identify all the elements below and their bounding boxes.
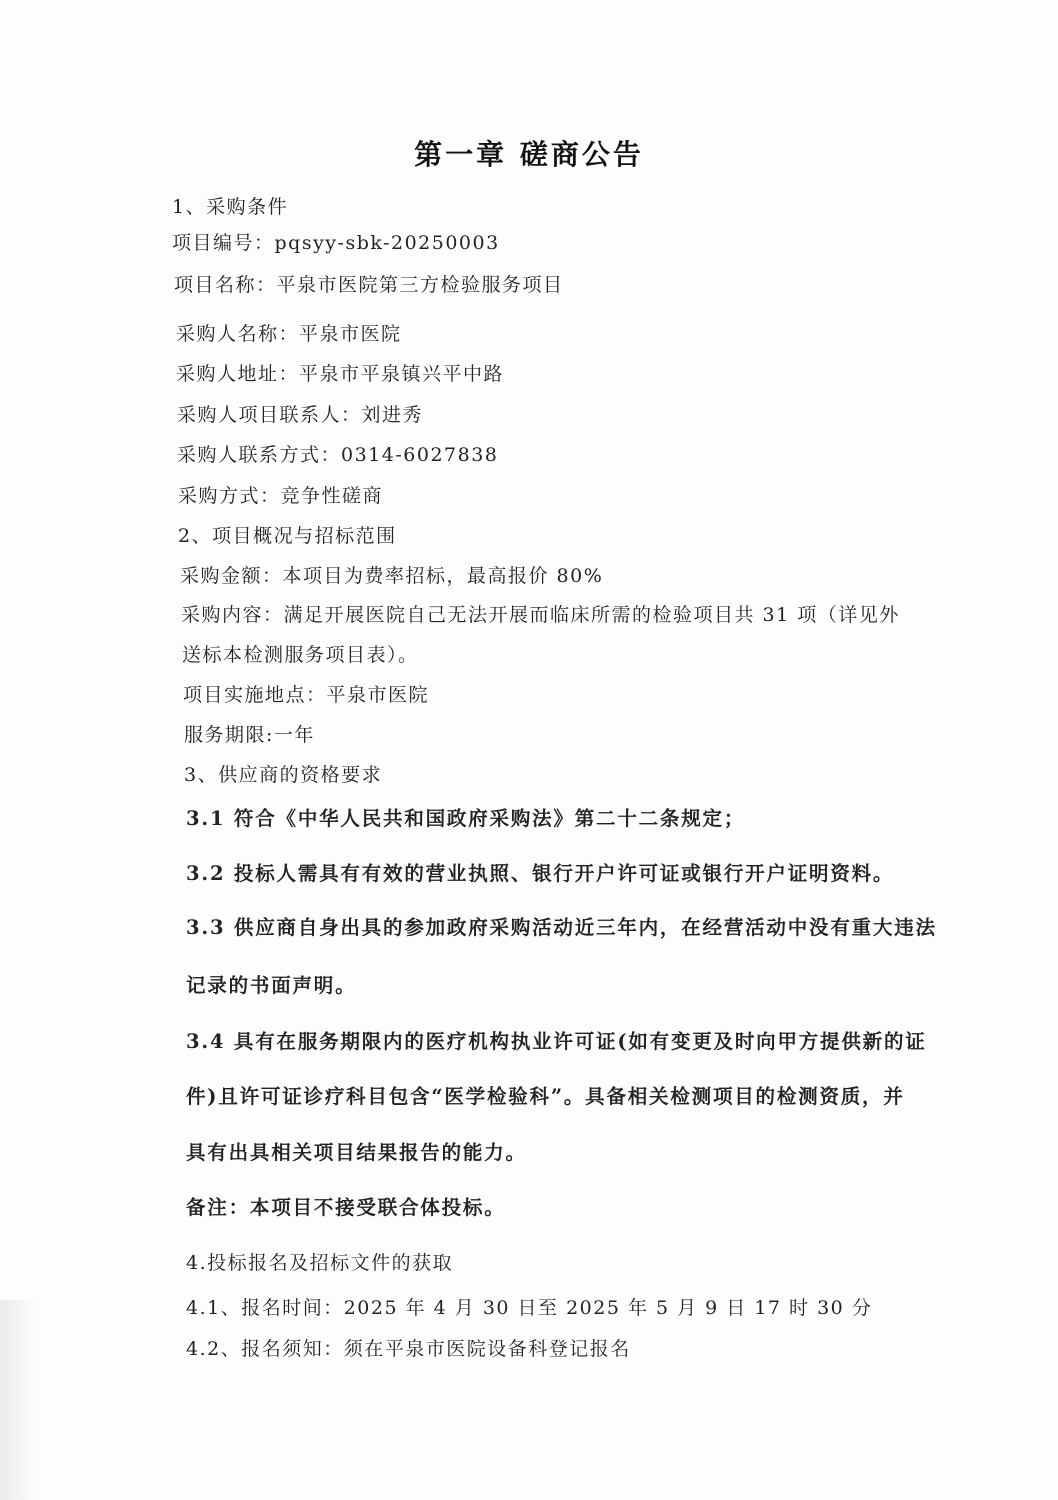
project-name: 项目名称：平泉市医院第三方检验服务项目: [174, 274, 564, 296]
chapter-title: 第一章 磋商公告: [414, 138, 644, 171]
requirement-3-3-line1: 3.3 供应商自身出具的参加政府采购活动近三年内，在经营活动中没有重大违法: [186, 916, 937, 939]
section-3-heading: 3、供应商的资格要求: [184, 764, 383, 786]
section-1-heading: 1、采购条件: [172, 196, 289, 218]
project-number: 项目编号：pqsyy-sbk-20250003: [172, 232, 500, 254]
requirement-3-1: 3.1 符合《中华人民共和国政府采购法》第二十二条规定；: [186, 807, 746, 830]
consortium-note: 备注：本项目不接受联合体投标。: [186, 1196, 506, 1219]
contact-person: 采购人项目联系人：刘进秀: [177, 404, 424, 426]
buyer-address: 采购人地址：平泉市平泉镇兴平中路: [176, 363, 505, 385]
section-2-heading: 2、项目概况与招标范围: [178, 525, 397, 547]
project-location: 项目实施地点：平泉市医院: [183, 684, 430, 706]
service-period: 服务期限:一年: [184, 724, 315, 746]
registration-notice: 4.2、报名须知：须在平泉市医院设备科登记报名: [186, 1338, 631, 1360]
procurement-method: 采购方式：竞争性磋商: [178, 485, 384, 507]
procurement-content-line2: 送标本检测服务项目表）。: [182, 644, 419, 666]
section-4-heading: 4.投标报名及招标文件的获取: [186, 1252, 454, 1274]
procurement-amount: 采购金额：本项目为费率招标，最高报价 80%: [180, 565, 604, 587]
requirement-3-4-line3: 具有出具相关项目结果报告的能力。: [186, 1141, 527, 1164]
procurement-content-line1: 采购内容：满足开展医院自己无法开展而临床所需的检验项目共 31 项（详见外: [181, 604, 900, 626]
requirement-3-4-line1: 3.4 具有在服务期限内的医疗机构执业许可证(如有变更及时向甲方提供新的证: [186, 1030, 927, 1053]
scan-edge-shadow: [0, 1300, 40, 1500]
registration-time: 4.1、报名时间：2025 年 4 月 30 日至 2025 年 5 月 9 日 17 时 30 分: [186, 1297, 873, 1319]
requirement-3-4-line2: 件)且许可证诊疗科目包含“医学检验科”。具备相关检测项目的检测资质，并: [186, 1085, 905, 1108]
requirement-3-3-line2: 记录的书面声明。: [186, 974, 357, 997]
contact-phone: 采购人联系方式：0314-6027838: [177, 444, 499, 466]
requirement-3-2: 3.2 投标人需具有有效的营业执照、银行开户许可证或银行开户证明资料。: [186, 862, 895, 885]
buyer-name: 采购人名称：平泉市医院: [176, 323, 402, 345]
